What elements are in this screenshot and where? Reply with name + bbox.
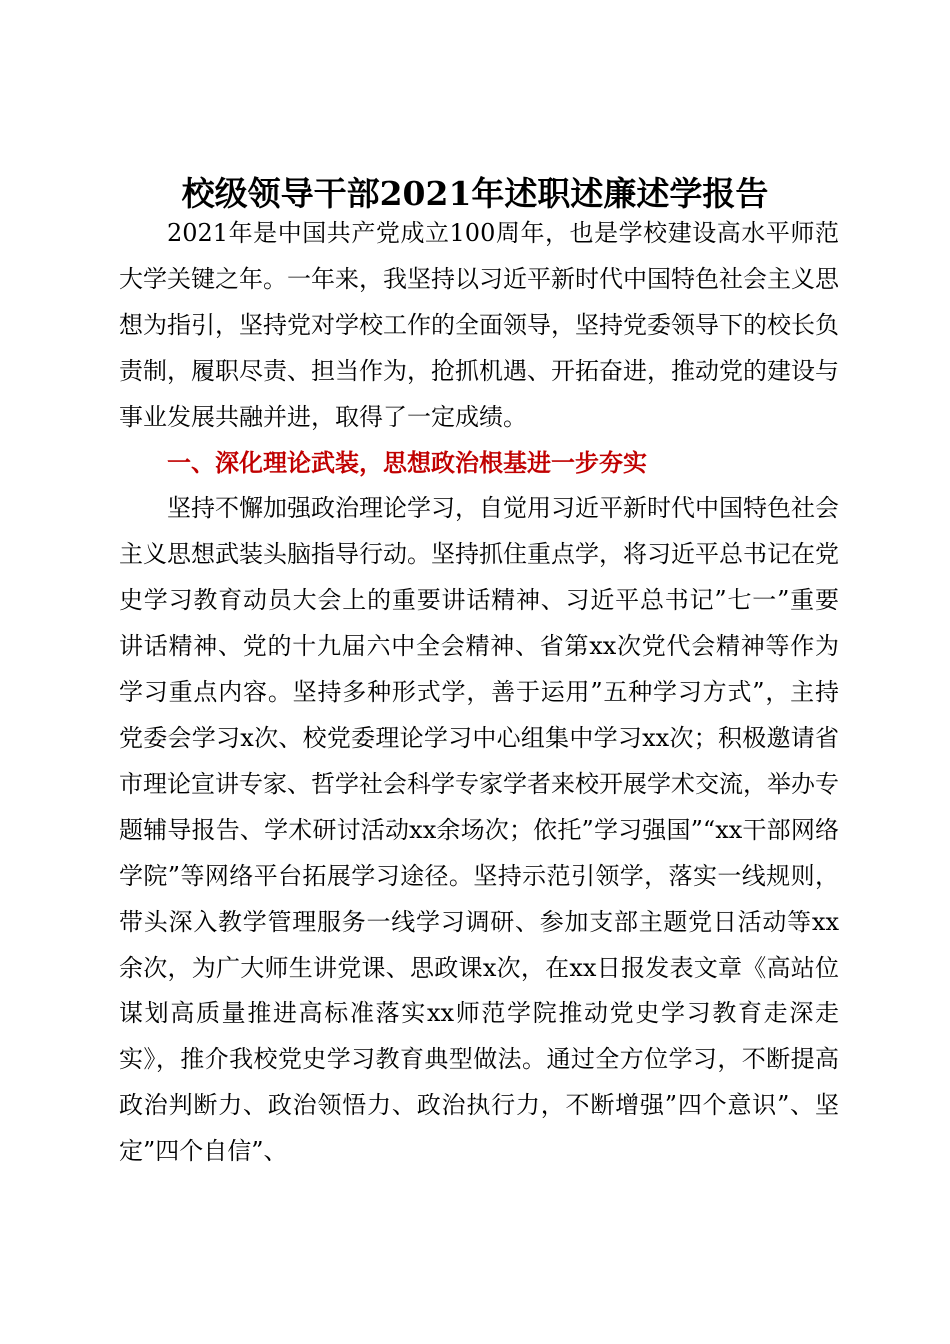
section-paragraph-1: 坚持不懈加强政治理论学习，自觉用习近平新时代中国特色社会主义思想武装头脑指导行动。坚持抓住重点学，将习近平总书记在党史学习教育动员大会上的重要讲话精神、习近平总书记”七一”重要讲话精神、党的十九届六中全会精神、省第xx次党代会精神等作为学习重点内容。坚持多种形式学，善于运用”五种学习方式”，主持党委会学习x次、校党委理论学习中心组集中学习xx次；积极邀请省市理论宣讲专家、哲学社会科学专家学者来校开展学术交流，举办专题辅导报告、学术研讨活动xx余场次；依托”学习强国”“xx干部网络学院”等网络平台拓展学习途径。坚持示范引领学，落实一线规则，带头深入教学管理服务一线学习调研、参加支部主题党日活动等xx余次，为广大师生讲党课、思政课x次，在xx日报发表文章《高站位谋划高质量推进高标准落实xx师范学院推动党史学习教育走深走实》，推介我校党史学习教育典型做法。通过全方位学习，不断提高政治判断力、政治领悟力、政治执行力，不断增强”四个意识”、坚定”四个自信”、 (119, 494, 839, 1166)
section-heading-1: 一、深化理论武装，思想政治根基进一步夯实 (167, 448, 647, 477)
document-body (119, 211, 839, 1175)
document-title: 校级领导干部2021年述职述廉述学报告 (181, 174, 769, 213)
intro-paragraph: 2021年是中国共产党成立100周年，也是学校建设高水平师范大学关键之年。一年来，我坚持以习近平新时代中国特色社会主义思想为指引，坚持党对学校工作的全面领导，坚持党委领导下的校长负责制，履职尽责、担当作为，抢抓机遇、开拓奋进，推动党的建设与事业发展共融并进，取得了一定成绩。 (119, 219, 839, 431)
